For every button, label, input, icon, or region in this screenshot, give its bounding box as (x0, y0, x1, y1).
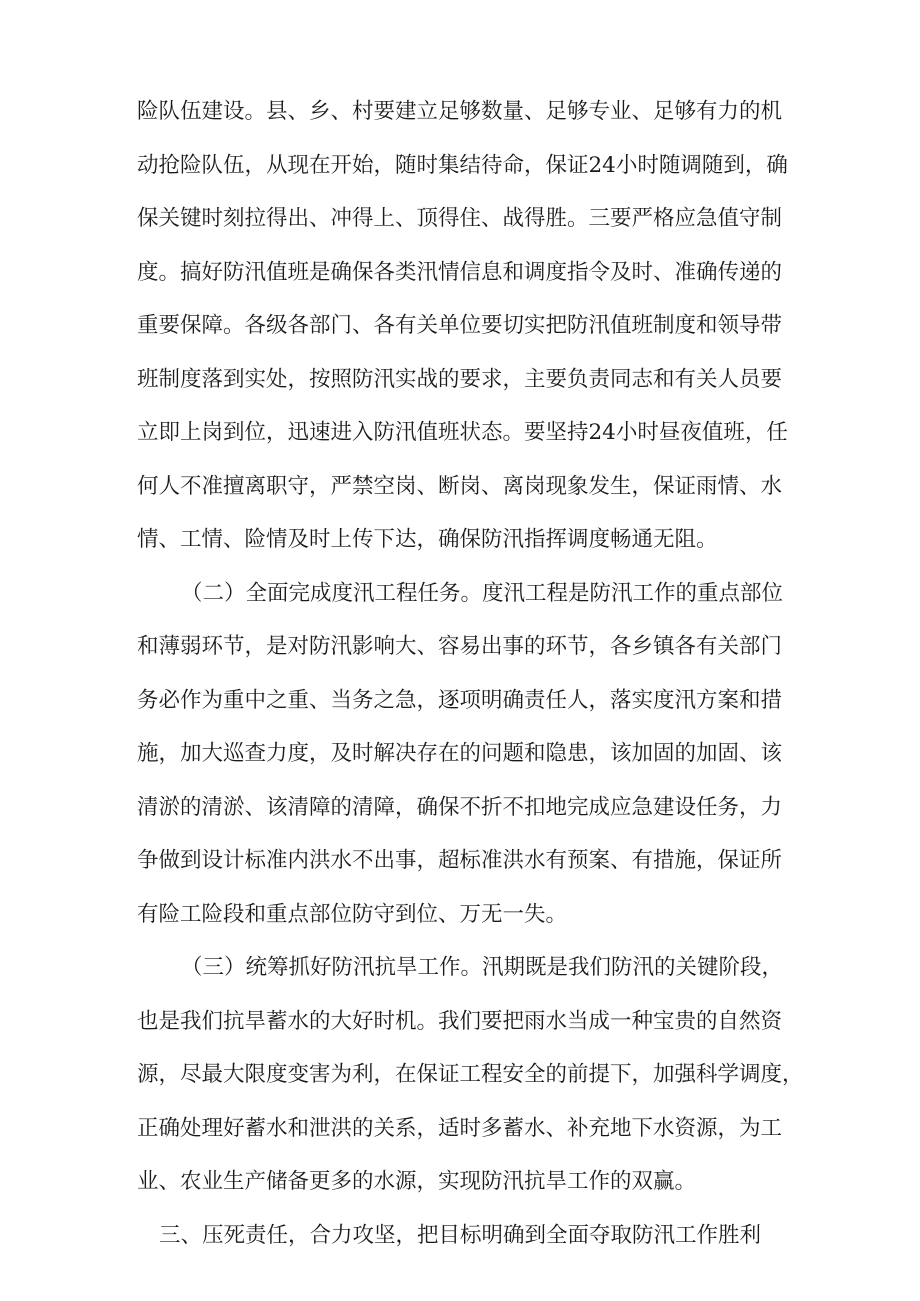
text-line: 何人不准擅离职守，严禁空岗、断岗、离岗现象发生，保证雨情、水 (137, 474, 783, 499)
text-line: （二）全面完成度汛工程任务。度汛工程是防汛工作的重点部位 (181, 581, 784, 606)
text-line: 源，尽最大限度变害为利，在保证工程安全的前提下，加强科学调度， (137, 1062, 804, 1087)
text-line: 和薄弱环节，是对防汛影响大、容易出事的环节，各乡镇各有关部门 (137, 634, 783, 659)
text-line: 业、农业生产储备更多的水源，实现防汛抗旱工作的双赢。 (137, 1169, 697, 1194)
text-line: （三）统筹抓好防汛抗旱工作。汛期既是我们防汛的关键阶段， (181, 955, 784, 980)
text-line: 情、工情、险情及时上传下达，确保防汛指挥调度畅通无阻。 (137, 527, 718, 552)
text-line: 险队伍建设。县、乡、村要建立足够数量、足够专业、足够有力的机 (137, 99, 783, 124)
text-line: 正确处理好蓄水和泄洪的关系，适时多蓄水、补充地下水资源，为工 (137, 1116, 783, 1141)
text-line: 保关键时刻拉得出、冲得上、顶得住、战得胜。三要严格应急值守制 (137, 206, 783, 231)
text-line: 立即上岗到位，迅速进入防汛值班状态。要坚持24小时昼夜值班，任 (137, 420, 788, 445)
text-line: 重要保障。各级各部门、各有关单位要切实把防汛值班制度和领导带 (137, 313, 783, 338)
text-line: 动抢险队伍，从现在开始，随时集结待命，保证24小时随调随到，确 (137, 153, 788, 178)
text-line: 有险工险段和重点部位防守到位、万无一失。 (137, 902, 568, 927)
text-line: 清淤的清淤、该清障的清障，确保不折不扣地完成应急建设任务，力 (137, 795, 783, 820)
text-line: 度。搞好防汛值班是确保各类汛情信息和调度指令及时、准确传递的 (137, 260, 783, 285)
text-line: 班制度落到实处，按照防汛实战的要求，主要负责同志和有关人员要 (137, 367, 783, 392)
text-line: 三、压死责任，合力攻坚，把目标明确到全面夺取防汛工作胜利 (159, 1223, 762, 1248)
text-line: 争做到设计标准内洪水不出事，超标准洪水有预案、有措施，保证所 (137, 848, 783, 873)
text-line: 务必作为重中之重、当务之急，逐项明确责任人，落实度汛方案和措 (137, 688, 783, 713)
text-line: 施，加大巡查力度，及时解决存在的问题和隐患，该加固的加固、该 (137, 741, 783, 766)
text-line: 也是我们抗旱蓄水的大好时机。我们要把雨水当成一种宝贵的自然资 (137, 1009, 783, 1034)
